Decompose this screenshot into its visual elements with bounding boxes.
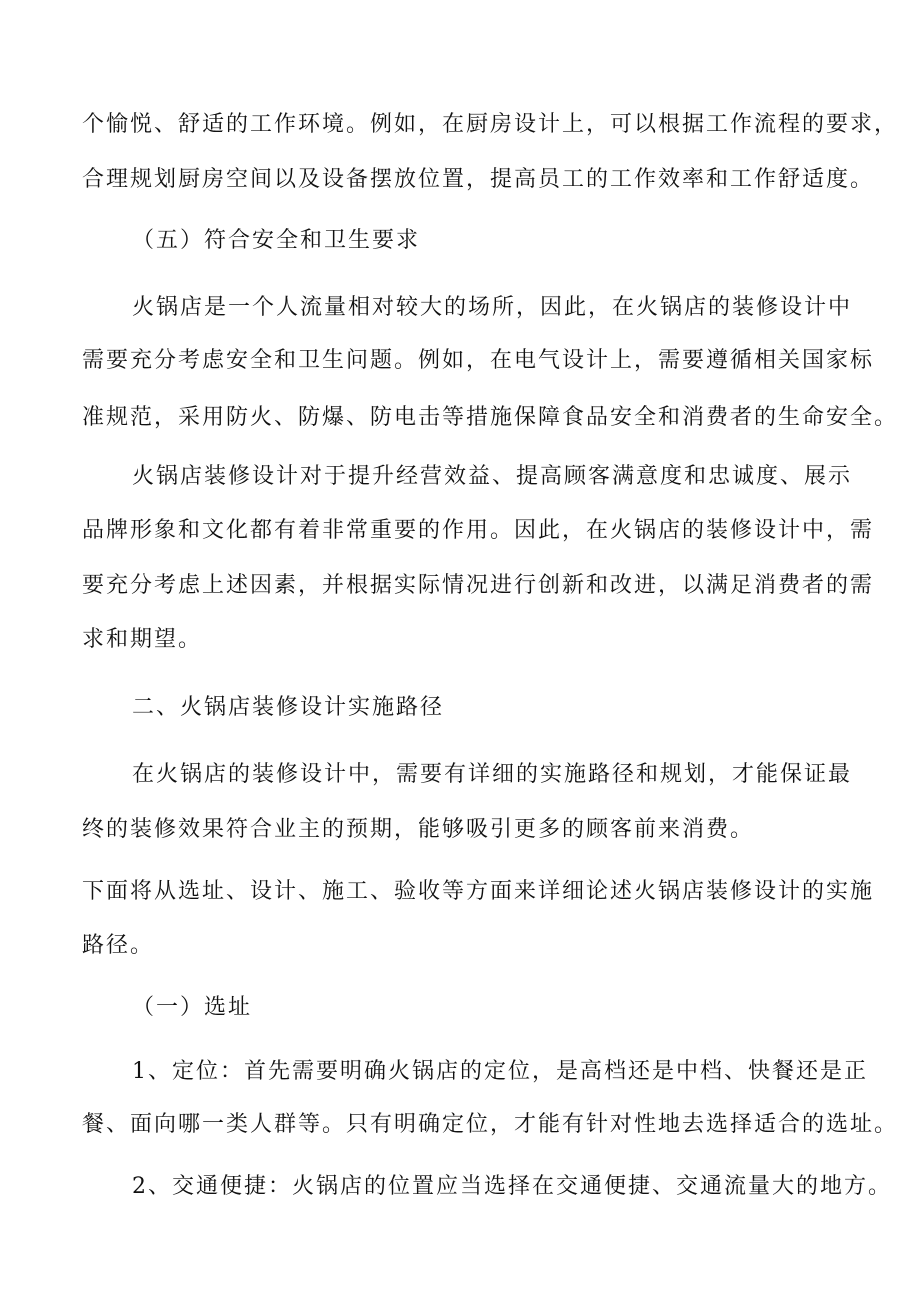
section-heading: 二、火锅店装修设计实施路径 [132, 695, 445, 720]
paragraph-line: 火锅店装修设计对于提升经营效益、提高顾客满意度和忠诚度、展示 [132, 464, 853, 489]
paragraph-line: 个愉悦、舒适的工作环境。例如，在厨房设计上，可以根据工作流程的要求， [82, 112, 899, 137]
paragraph-line: 求和期望。 [82, 627, 203, 652]
paragraph-line: 路径。 [82, 933, 155, 958]
paragraph-line: 需要充分考虑安全和卫生问题。例如，在电气设计上，需要遵循相关国家标 [82, 348, 875, 373]
paragraph-line: 1、定位：首先需要明确火锅店的定位，是高档还是中档、快餐还是正 [132, 1059, 868, 1084]
paragraph-line: 终的装修效果符合业主的预期，能够吸引更多的顾客前来消费。 [82, 817, 755, 842]
paragraph-line: 合理规划厨房空间以及设备摆放位置，提高员工的工作效率和工作舒适度。 [82, 167, 875, 192]
paragraph-line: 品牌形象和文化都有着非常重要的作用。因此，在火锅店的装修设计中，需 [82, 518, 875, 543]
paragraph-line: 下面将从选址、设计、施工、验收等方面来详细论述火锅店装修设计的实施 [82, 879, 875, 904]
paragraph-line: 餐、面向哪一类人群等。只有明确定位，才能有针对性地去选择适合的选址。 [82, 1112, 899, 1137]
paragraph-line: 在火锅店的装修设计中，需要有详细的实施路径和规划，才能保证最 [132, 762, 853, 787]
paragraph-line: 火锅店是一个人流量相对较大的场所，因此，在火锅店的装修设计中 [132, 295, 853, 320]
subsection-heading: （一）选址 [132, 995, 253, 1020]
paragraph-line: 2、交通便捷：火锅店的位置应当选择在交通便捷、交通流量大的地方。 [132, 1174, 892, 1199]
paragraph-line: 准规范，采用防火、防爆、防电击等措施保障食品安全和消费者的生命安全。 [82, 405, 899, 430]
section-heading: （五）符合安全和卫生要求 [132, 228, 421, 253]
paragraph-line: 要充分考虑上述因素，并根据实际情况进行创新和改进，以满足消费者的需 [82, 573, 875, 598]
